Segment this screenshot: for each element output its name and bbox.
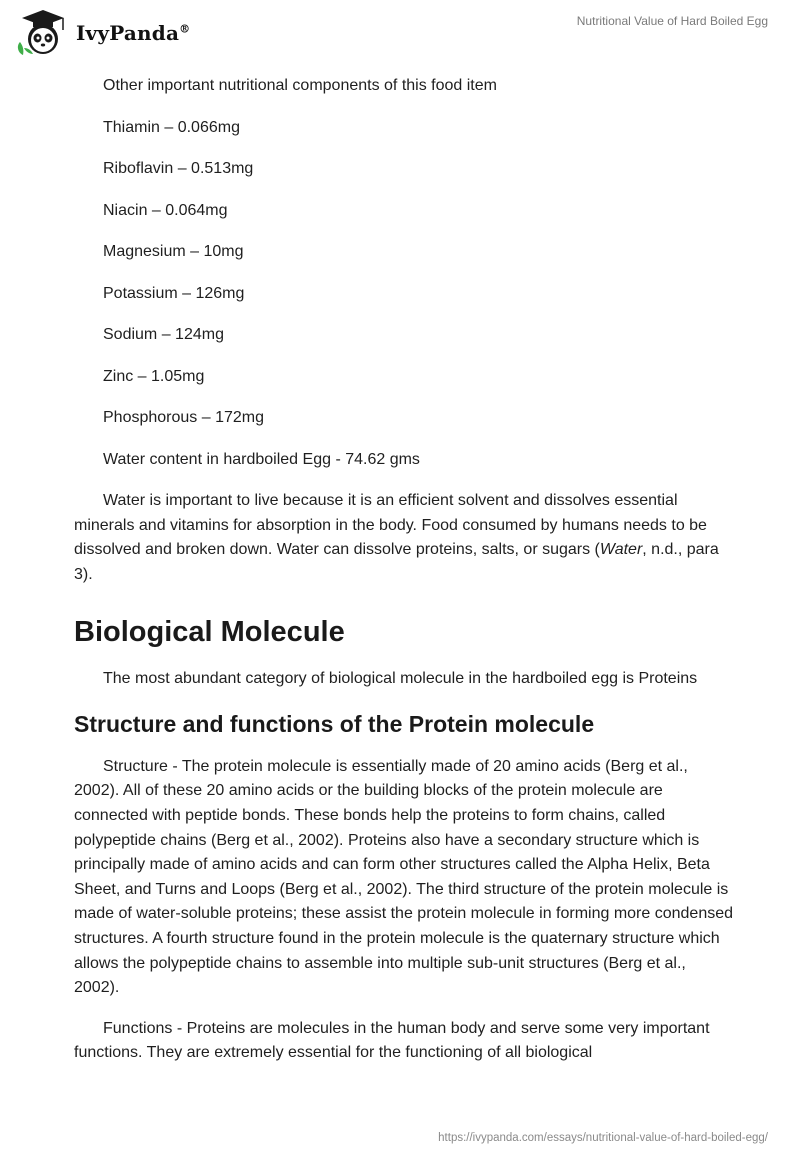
water-paragraph: Water is important to live because it is an efficient solvent and dissolves essential minerals and vitamins for absorption in the body. Food consumed by humans needs to be dissolved and broken down. Water can dissolve proteins, salts, or sugars (Water, n.d., para 3). [74, 492, 719, 583]
nutrient-item: Riboflavin – 0.513mg [103, 160, 254, 177]
section-heading: Biological Molecule [74, 616, 345, 649]
intro-line: Other important nutritional components of this food item [103, 77, 497, 94]
essay-content [74, 70, 734, 1066]
page-header [0, 0, 800, 70]
citation-italic: Water [599, 541, 643, 559]
nutrient-item: Niacin – 0.064mg [103, 201, 228, 219]
functions-paragraph: Functions - Proteins are molecules in the human body and serve some very important functions. They are extremely essential for the functioning of all biological [74, 1019, 710, 1062]
section-paragraph: The most abundant category of biological molecule in the hardboiled egg is Proteins [103, 670, 698, 688]
nutrient-item: Phosphorous – 172mg [103, 409, 264, 426]
source-url[interactable]: https://ivypanda.com/essays/nutritional-value-of-hard-boiled-egg/ [438, 1132, 768, 1144]
logo-text: IvyPanda® [76, 21, 191, 45]
nutrient-item: Potassium – 126mg [103, 284, 245, 302]
subsection-heading: Structure and functions of the Protein molecule [74, 710, 595, 737]
ivypanda-logo[interactable] [14, 8, 190, 58]
nutrient-item: Thiamin – 0.066mg [103, 118, 240, 136]
nutrient-item: Water content in hardboiled Egg - 74.62 gms [103, 450, 420, 468]
structure-paragraph: Structure - The protein molecule is essentially made of 20 amino acids (Berg et al., 2002). All of these 20 amino acids or the building blocks of the protein molecule are connected with peptide bonds. These bonds help the proteins to form chains, called polypeptide chains (Berg et al., 2002). Proteins also have a secondary structure which is principally made of amino acids and can form other structures called the Alpha Helix, Beta Sheet, and Turns and Loops (Berg et al., 2002). The third structure of the protein molecule is made of water-soluble proteins; these assist the protein molecule in forming more condensed structures. A fourth structure found in the protein molecule is the quaternary structure which allows the polypeptide chains to assemble into multiple sub-unit structures (Berg et al., 2002). [74, 757, 734, 997]
nutrient-item: Sodium – 124mg [103, 326, 224, 343]
panda-graduate-icon [14, 8, 72, 58]
nutrient-item: Zinc – 1.05mg [103, 367, 205, 385]
nutrient-item: Magnesium – 10mg [103, 243, 244, 260]
document-title: Nutritional Value of Hard Boiled Egg [576, 14, 768, 28]
